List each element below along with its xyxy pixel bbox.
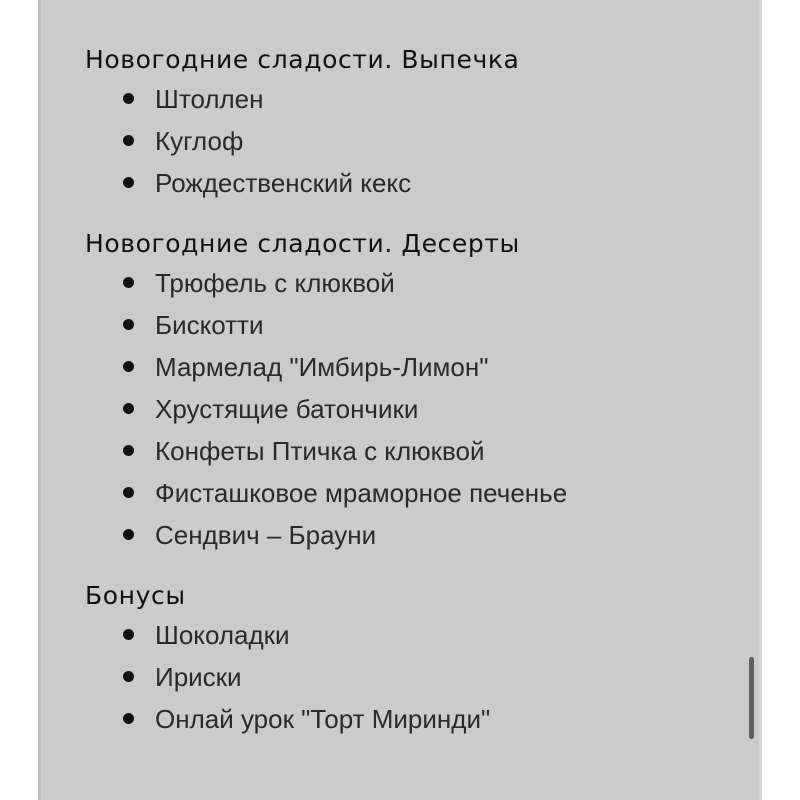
list-item-label: Куглоф bbox=[155, 126, 244, 156]
item-list bbox=[85, 78, 739, 204]
list-item-label: Трюфель с клюквой bbox=[155, 268, 395, 298]
scrollbar-thumb[interactable] bbox=[749, 657, 754, 739]
list-item bbox=[121, 304, 739, 346]
list-item bbox=[121, 388, 739, 430]
list-item-label: Онлай урок "Торт Миринди" bbox=[155, 704, 491, 734]
section-title: Бонусы bbox=[85, 581, 186, 610]
item-list bbox=[85, 614, 739, 740]
bullet-icon bbox=[123, 671, 134, 682]
section-title: Новогодние сладости. Десерты bbox=[85, 229, 520, 258]
list-item bbox=[121, 472, 739, 514]
list-item-label: Хрустящие батончики bbox=[155, 394, 419, 424]
bullet-icon bbox=[123, 487, 134, 498]
list-item-label: Штоллен bbox=[155, 84, 264, 114]
item-list bbox=[85, 262, 739, 556]
bullet-icon bbox=[123, 445, 134, 456]
list-item-label: Фисташковое мраморное печенье bbox=[155, 478, 568, 508]
list-item bbox=[121, 78, 739, 120]
section-desserts bbox=[85, 226, 739, 556]
list-item bbox=[121, 514, 739, 556]
list-item-label: Мармелад "Имбирь-Лимон" bbox=[155, 352, 489, 382]
content-list bbox=[85, 42, 739, 762]
bullet-icon bbox=[123, 319, 134, 330]
list-item bbox=[121, 162, 739, 204]
bullet-icon bbox=[123, 135, 134, 146]
bullet-icon bbox=[123, 403, 134, 414]
bullet-icon bbox=[123, 277, 134, 288]
section-title: Новогодние сладости. Выпечка bbox=[85, 45, 520, 74]
bullet-icon bbox=[123, 713, 134, 724]
list-item bbox=[121, 120, 739, 162]
bullet-icon bbox=[123, 629, 134, 640]
list-item bbox=[121, 656, 739, 698]
list-item bbox=[121, 614, 739, 656]
section-baking bbox=[85, 42, 739, 204]
list-item-label: Бискотти bbox=[155, 310, 264, 340]
bullet-icon bbox=[123, 93, 134, 104]
section-bonuses bbox=[85, 578, 739, 740]
content-panel[interactable] bbox=[38, 0, 762, 800]
bullet-icon bbox=[123, 361, 134, 372]
list-item bbox=[121, 346, 739, 388]
bullet-icon bbox=[123, 177, 134, 188]
list-item bbox=[121, 698, 739, 740]
list-item-label: Сендвич – Брауни bbox=[155, 520, 377, 550]
list-item-label: Ириски bbox=[155, 662, 242, 692]
list-item bbox=[121, 262, 739, 304]
bullet-icon bbox=[123, 529, 134, 540]
list-item-label: Конфеты Птичка с клюквой bbox=[155, 436, 485, 466]
list-item-label: Рождественский кекс bbox=[155, 168, 412, 198]
list-item bbox=[121, 430, 739, 472]
list-item-label: Шоколадки bbox=[155, 620, 290, 650]
